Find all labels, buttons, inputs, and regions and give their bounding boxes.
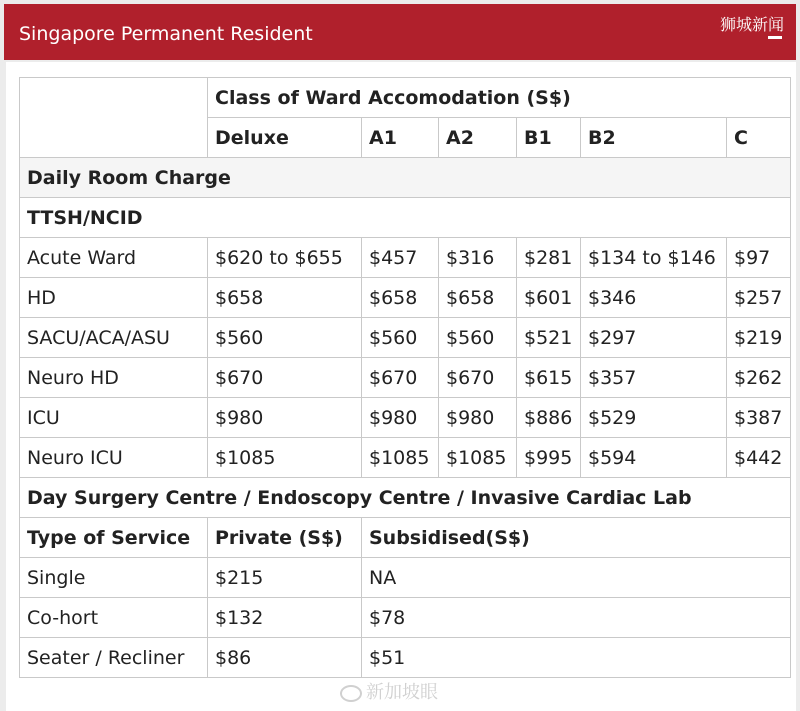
cell-a1: $658	[362, 278, 439, 318]
service-subsidised: $78	[362, 598, 791, 638]
row-label: ICU	[20, 398, 208, 438]
collapse-icon[interactable]	[768, 36, 782, 39]
table-row	[20, 598, 791, 638]
service-private: $86	[208, 638, 362, 678]
service-type: Co-hort	[20, 598, 208, 638]
watermark-footer-text: 新加坡眼	[366, 682, 438, 703]
table-row	[20, 558, 791, 598]
cell-deluxe: $1085	[208, 438, 362, 478]
cell-b1: $521	[517, 318, 581, 358]
cell-b2: $357	[581, 358, 727, 398]
cell-deluxe: $658	[208, 278, 362, 318]
section-day-surgery: Day Surgery Centre / Endoscopy Centre / Invasive Cardiac Lab	[20, 478, 791, 518]
table-row	[20, 318, 791, 358]
row-label: Neuro ICU	[20, 438, 208, 478]
subsection-row	[20, 198, 791, 238]
cell-b2: $529	[581, 398, 727, 438]
cell-a2: $1085	[439, 438, 517, 478]
service-header-private: Private (S$)	[208, 518, 362, 558]
cell-b1: $601	[517, 278, 581, 318]
page-title: Singapore Permanent Resident	[19, 23, 313, 45]
service-type: Single	[20, 558, 208, 598]
table-row	[20, 238, 791, 278]
cell-c: $387	[727, 398, 791, 438]
row-label: Acute Ward	[20, 238, 208, 278]
column-header-b2: B2	[581, 118, 727, 158]
group-header: Class of Ward Accomodation (S$)	[208, 78, 791, 118]
subsection-ttsh-ncid: TTSH/NCID	[20, 198, 791, 238]
section-row	[20, 478, 791, 518]
service-subsidised: NA	[362, 558, 791, 598]
column-header-c: C	[727, 118, 791, 158]
cell-b2: $346	[581, 278, 727, 318]
row-label: SACU/ACA/ASU	[20, 318, 208, 358]
page-header	[4, 4, 796, 60]
service-private: $215	[208, 558, 362, 598]
section-row	[20, 158, 791, 198]
table-row	[20, 278, 791, 318]
corner-cell	[20, 78, 208, 158]
watermark-footer	[340, 678, 438, 704]
cell-b1: $281	[517, 238, 581, 278]
service-private: $132	[208, 598, 362, 638]
section-daily-room-charge: Daily Room Charge	[20, 158, 791, 198]
cell-c: $257	[727, 278, 791, 318]
cell-deluxe: $620 to $655	[208, 238, 362, 278]
cell-a2: $670	[439, 358, 517, 398]
cell-deluxe: $670	[208, 358, 362, 398]
row-label: Neuro HD	[20, 358, 208, 398]
watermark-logo: 狮城新闻	[719, 15, 784, 34]
cell-c: $219	[727, 318, 791, 358]
cell-a1: $457	[362, 238, 439, 278]
service-header-type: Type of Service	[20, 518, 208, 558]
cell-a1: $980	[362, 398, 439, 438]
column-header-b1: B1	[517, 118, 581, 158]
cell-b1: $886	[517, 398, 581, 438]
weibo-icon	[340, 685, 362, 702]
service-subsidised: $51	[362, 638, 791, 678]
table-row	[20, 398, 791, 438]
cell-a2: $980	[439, 398, 517, 438]
service-header-subsidised: Subsidised(S$)	[362, 518, 791, 558]
cell-b2: $134 to $146	[581, 238, 727, 278]
service-header-row	[20, 518, 791, 558]
cell-c: $97	[727, 238, 791, 278]
cell-a2: $316	[439, 238, 517, 278]
ward-charges-table	[19, 77, 791, 678]
cell-a2: $560	[439, 318, 517, 358]
cell-b2: $297	[581, 318, 727, 358]
cell-deluxe: $560	[208, 318, 362, 358]
cell-a1: $1085	[362, 438, 439, 478]
cell-deluxe: $980	[208, 398, 362, 438]
cell-c: $442	[727, 438, 791, 478]
cell-b2: $594	[581, 438, 727, 478]
group-header-row	[20, 78, 791, 118]
cell-c: $262	[727, 358, 791, 398]
row-label: HD	[20, 278, 208, 318]
cell-a2: $658	[439, 278, 517, 318]
cell-a1: $670	[362, 358, 439, 398]
table-row	[20, 438, 791, 478]
cell-b1: $615	[517, 358, 581, 398]
service-type: Seater / Recliner	[20, 638, 208, 678]
column-header-a2: A2	[439, 118, 517, 158]
cell-a1: $560	[362, 318, 439, 358]
table-row	[20, 358, 791, 398]
table-row	[20, 638, 791, 678]
column-header-deluxe: Deluxe	[208, 118, 362, 158]
cell-b1: $995	[517, 438, 581, 478]
content-panel	[6, 62, 796, 711]
column-header-a1: A1	[362, 118, 439, 158]
